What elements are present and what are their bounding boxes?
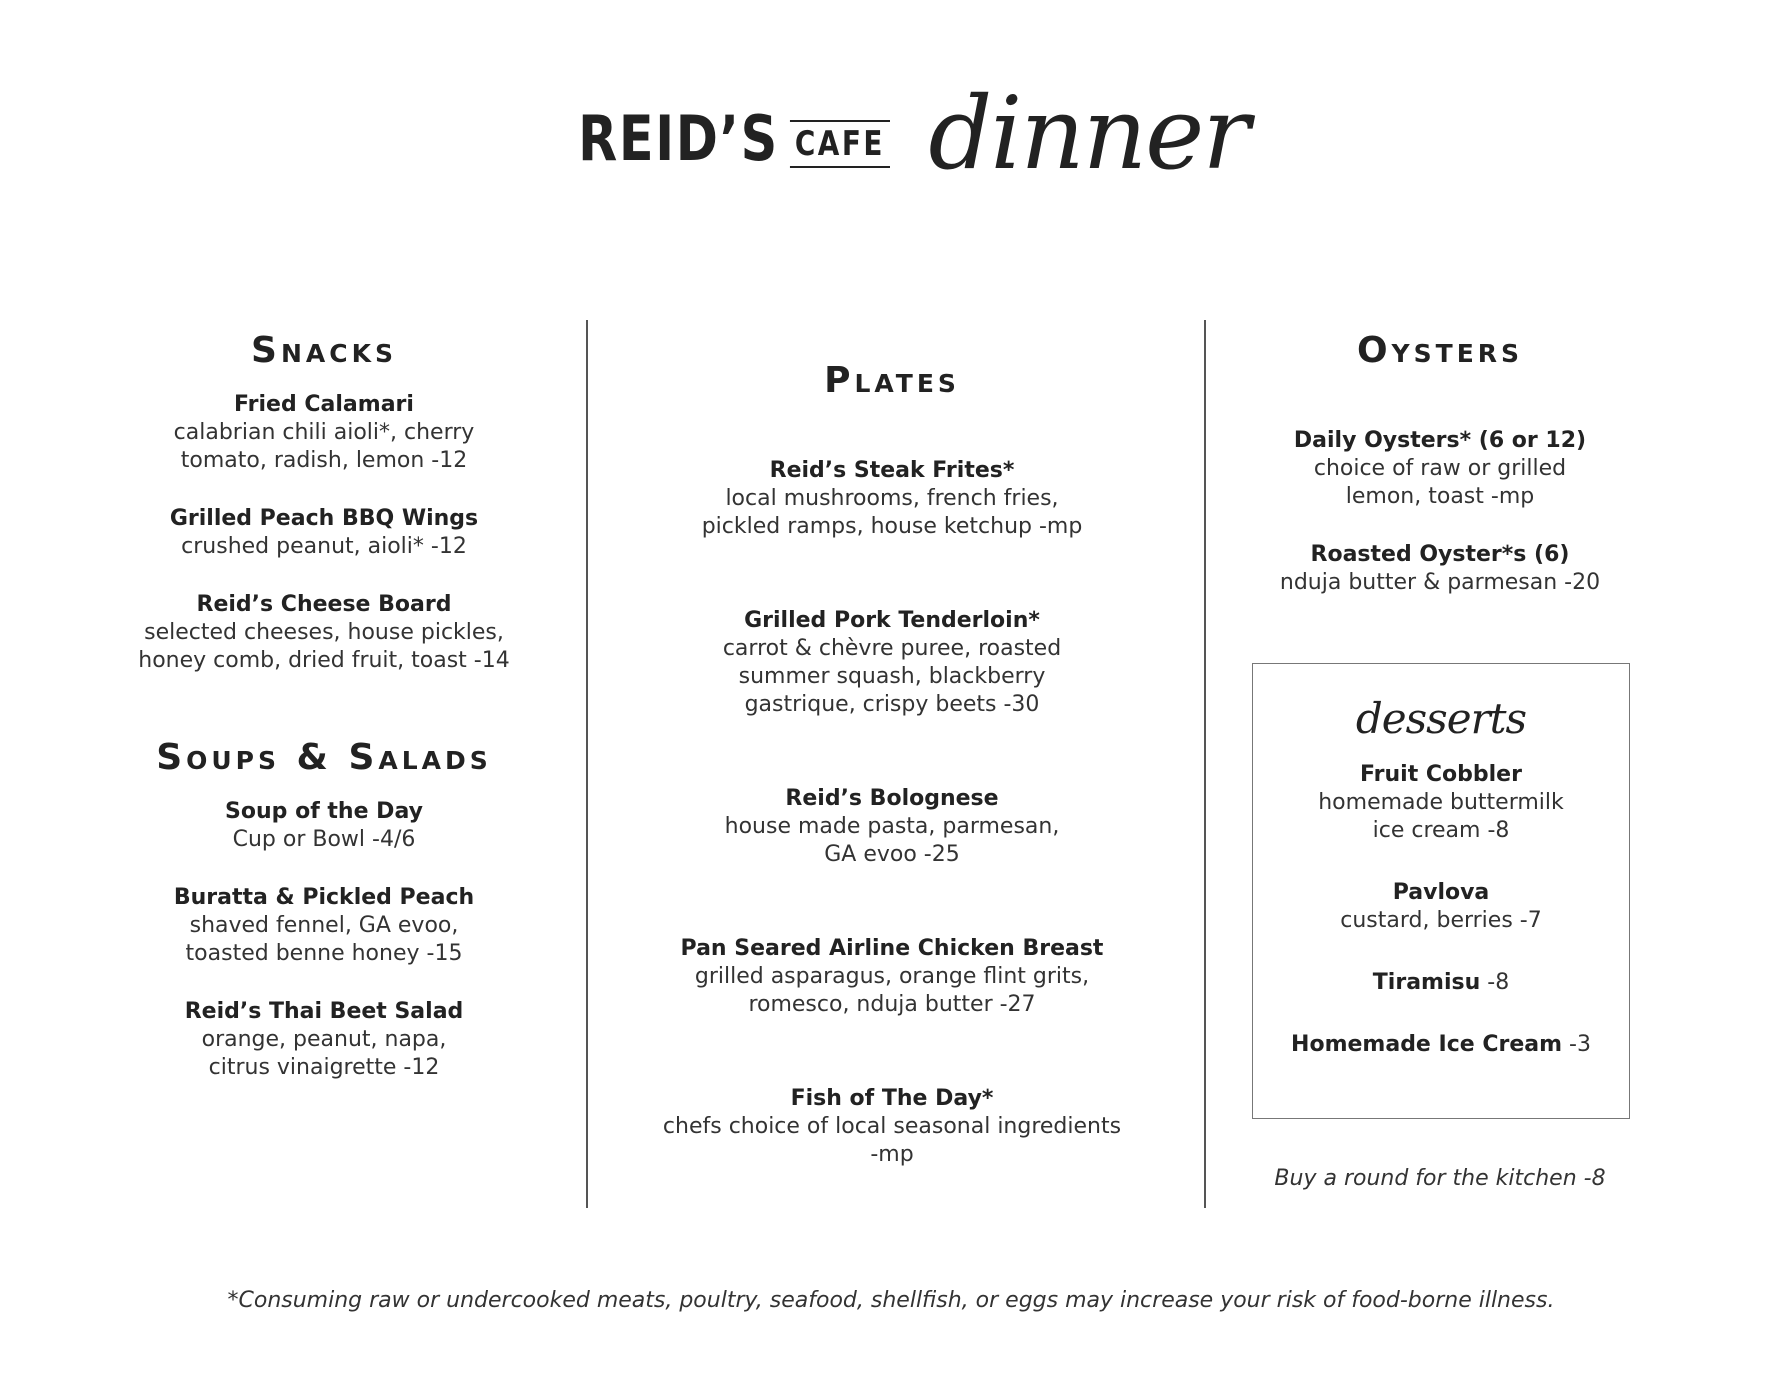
kitchen-note: Buy a round for the kitchen -8	[1274, 1166, 1606, 1191]
item-desc: selected cheeses, house pickles, honey comb, dried fruit, toast -14	[138, 620, 510, 673]
item-desc: choice of raw or grilled lemon, toast -mp	[1313, 456, 1567, 509]
item-desc: crushed peanut, aioli* -12	[181, 534, 467, 559]
item-name: Reid’s Steak Frites*	[769, 458, 1015, 483]
brand-name: REID’S	[577, 101, 779, 175]
section-title-snacks: Snacks	[251, 330, 397, 371]
section-title-plates: Plates	[824, 360, 960, 401]
left-column	[112, 330, 536, 1112]
menu-item	[622, 1085, 1162, 1169]
item-desc: orange, peanut, napa, citrus vinaigrette -12	[201, 1027, 447, 1080]
item-desc: chefs choice of local seasonal ingredients -mp	[662, 1114, 1122, 1167]
menu-item	[112, 884, 536, 968]
menu-item	[1253, 1031, 1629, 1059]
column-divider-left	[586, 320, 588, 1208]
item-price: -8	[1480, 970, 1510, 995]
menu-item	[1253, 879, 1629, 935]
item-desc: calabrian chili aioli*, cherry tomato, radish, lemon -12	[173, 420, 475, 473]
item-name: Grilled Peach BBQ Wings	[169, 506, 479, 531]
item-name: Fish of The Day*	[790, 1086, 994, 1111]
item-name: Pan Seared Airline Chicken Breast	[680, 936, 1104, 961]
item-name: Pavlova	[1392, 880, 1490, 905]
item-price: -3	[1562, 1032, 1591, 1057]
menu-item	[1250, 427, 1630, 511]
item-desc: shaved fennel, GA evoo, toasted benne honey -15	[185, 913, 463, 966]
item-desc: homemade buttermilk ice cream -8	[1318, 790, 1564, 843]
item-name: Fried Calamari	[234, 392, 414, 417]
column-divider-right	[1204, 320, 1206, 1208]
item-name: Tiramisu	[1372, 970, 1481, 995]
item-name: Reid’s Thai Beet Salad	[184, 999, 464, 1024]
menu-item	[112, 798, 536, 854]
item-desc: custard, berries -7	[1340, 908, 1542, 933]
menu-item	[622, 457, 1162, 541]
menu-item	[622, 935, 1162, 1019]
menu-item	[112, 505, 536, 561]
item-name: Roasted Oyster*s (6)	[1310, 542, 1570, 567]
item-desc: Cup or Bowl -4/6	[232, 827, 416, 852]
menu-item	[1253, 761, 1629, 845]
item-desc: nduja butter & parmesan -20	[1279, 570, 1601, 595]
item-name: Daily Oysters* (6 or 12)	[1293, 428, 1587, 453]
desserts-box	[1252, 663, 1630, 1119]
meal-title: dinner	[928, 74, 1249, 192]
item-desc: house made pasta, parmesan, GA evoo -25	[724, 814, 1060, 867]
middle-column	[622, 360, 1162, 1235]
item-desc: carrot & chèvre puree, roasted summer squash, blackberry gastrique, crispy beets -30	[722, 636, 1062, 717]
cafe-label: CAFE	[790, 120, 890, 168]
menu-item	[622, 785, 1162, 869]
item-name: Fruit Cobbler	[1360, 762, 1522, 787]
item-desc: local mushrooms, french fries, pickled ramps, house ketchup -mp	[701, 486, 1083, 539]
menu-item	[622, 607, 1162, 719]
menu-item	[112, 591, 536, 675]
menu-item	[1250, 541, 1630, 597]
item-name: Grilled Pork Tenderloin*	[744, 608, 1040, 633]
item-name: Soup of the Day	[225, 799, 423, 824]
item-desc: grilled asparagus, orange flint grits, romesco, nduja butter -27	[694, 964, 1090, 1017]
section-title-desserts: desserts	[1355, 694, 1527, 743]
section-title-soups-salads: Soups & Salads	[156, 737, 492, 778]
section-title-oysters: Oysters	[1356, 330, 1524, 371]
item-name: Homemade Ice Cream	[1291, 1032, 1563, 1057]
menu-header	[0, 74, 1782, 198]
menu-item	[112, 998, 536, 1082]
menu-item	[112, 391, 536, 475]
item-name: Reid’s Bolognese	[785, 786, 999, 811]
footer-disclaimer: *Consuming raw or undercooked meats, poultry, seafood, shellfish, or eggs may increase your risk of food-borne illness.	[227, 1288, 1555, 1313]
item-name: Reid’s Cheese Board	[196, 592, 452, 617]
menu-item	[1253, 969, 1629, 997]
right-column	[1250, 330, 1630, 627]
item-name: Buratta & Pickled Peach	[173, 885, 475, 910]
